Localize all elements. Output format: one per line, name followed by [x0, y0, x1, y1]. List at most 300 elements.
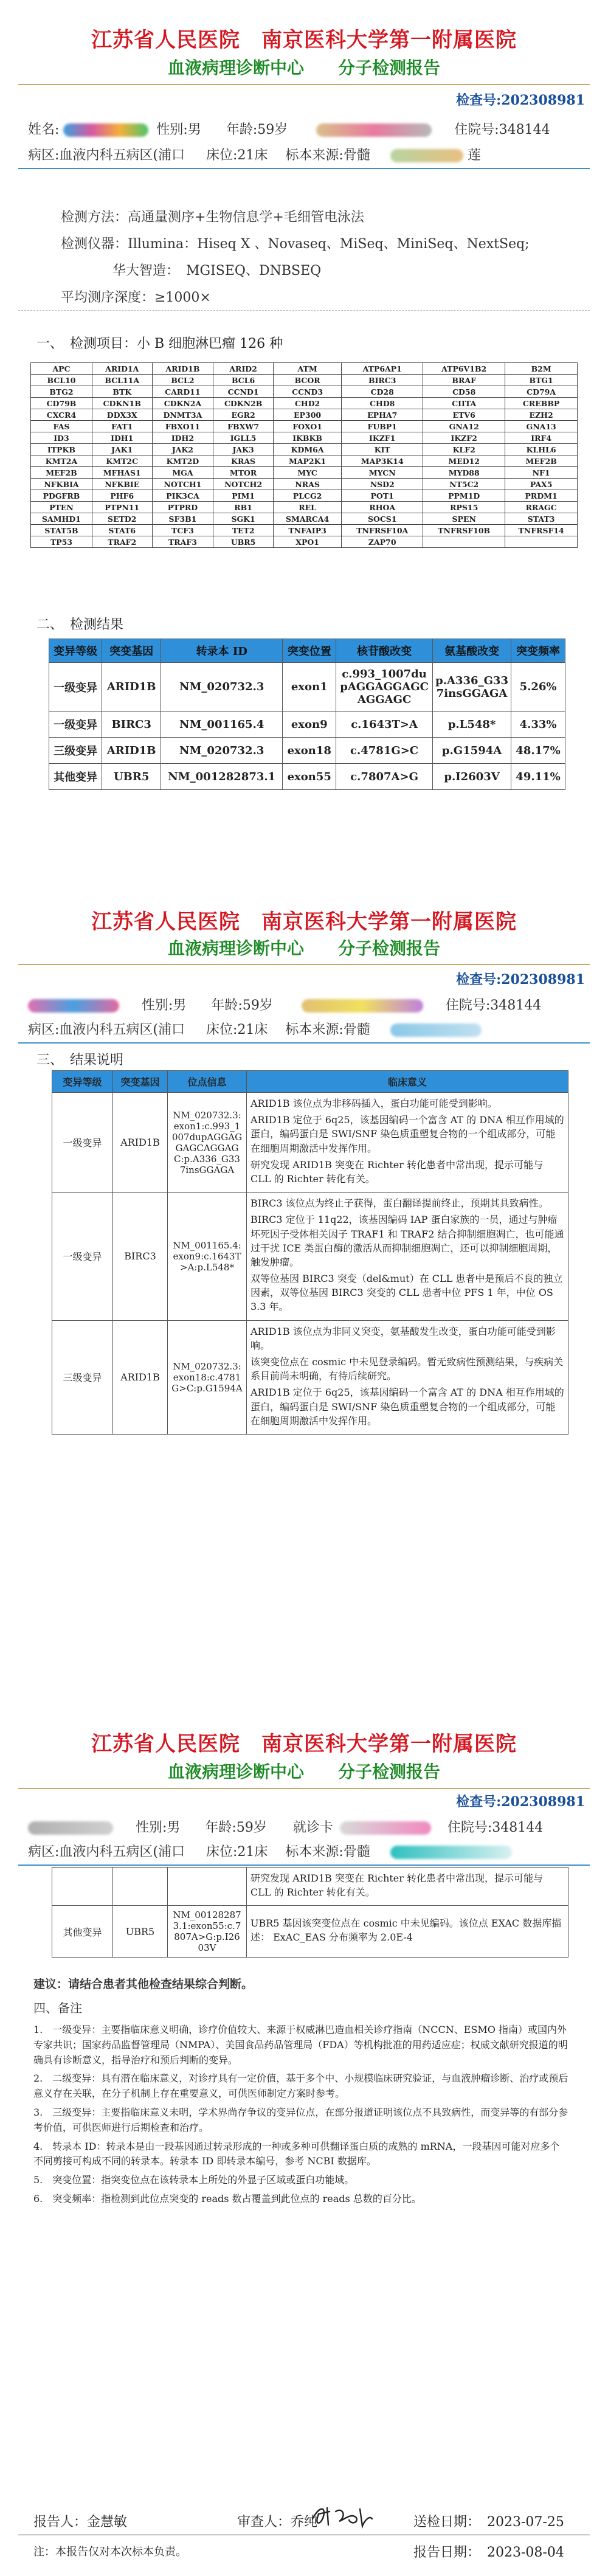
gene-cell: KRAS [213, 455, 274, 467]
clinical-paragraph: UBR5 基因该突变位点在 cosmic 中未见编码。该位点 EXAC 数据库描述： ExAC_EAS 分布频率为 2.0E-4 [250, 1917, 562, 1944]
results-cell: p.G1594A [433, 738, 511, 764]
gene-cell: CD79A [505, 386, 578, 398]
gene-cell: CIITA [423, 398, 505, 409]
variant-level: 三级变异 [52, 1320, 113, 1434]
explain-header-cell: 变异等级 [52, 1071, 113, 1093]
visit-card-label: 就诊卡 [292, 1820, 333, 1835]
results-header-cell: 核苷酸改变 [336, 639, 433, 663]
gene-cell: REL [273, 502, 341, 513]
gene-cell: FUBP1 [342, 421, 423, 432]
method: 检测方法：高通量测序+生物信息学+毛细管电泳法 [61, 210, 364, 225]
explain-header-cell: 临床意义 [247, 1071, 568, 1093]
send-date: 送检日期： 2023-07-25 [413, 2515, 564, 2530]
gene-cell: MAP3K14 [342, 455, 423, 467]
table-row [52, 1906, 568, 1958]
gene-cell: GNA12 [423, 421, 505, 432]
gene-cell: MEF2B [505, 455, 578, 467]
gene-cell: CARD11 [152, 386, 213, 398]
gene-cell: BRAF [423, 375, 505, 386]
section-1-title: 一、 检测项目：小 B 细胞淋巴瘤 126 种 [36, 336, 283, 351]
hospital-title: 江苏省人民医院 南京医科大学第一附属医院 [91, 28, 517, 52]
gene-row [31, 479, 578, 490]
variant-gene: UBR5 [113, 1906, 168, 1958]
results-table [49, 639, 565, 790]
gene-cell: ETV6 [423, 409, 505, 421]
gene-cell: PRDM1 [505, 490, 578, 502]
patient-divider [18, 1864, 590, 1866]
gene-cell: PIK3CA [152, 490, 213, 502]
gene-cell: MEF2B [31, 467, 92, 479]
gene-row [31, 363, 578, 375]
patient-divider [18, 1042, 590, 1044]
page-3 [0, 1703, 608, 2576]
gene-cell: CCND3 [273, 386, 341, 398]
clinical-significance [247, 1868, 568, 1906]
report-date: 报告日期： 2023-08-04 [413, 2545, 564, 2560]
gene-cell: TP53 [31, 536, 92, 548]
gene-cell: STAT6 [92, 525, 152, 536]
explain-header-cell: 突变基因 [113, 1071, 168, 1093]
gene-cell: ARID1B [152, 363, 213, 375]
gene-cell: FOXO1 [273, 421, 341, 432]
variant-gene: ARID1B [113, 1320, 168, 1434]
gene-cell: JAK3 [213, 444, 274, 455]
gene-row [31, 386, 578, 398]
gene-cell: PTPRD [152, 502, 213, 513]
patient-row-1 [28, 119, 550, 138]
gene-cell: EGR2 [213, 409, 274, 421]
gene-cell: CD58 [423, 386, 505, 398]
results-header-cell: 突变基因 [102, 639, 161, 663]
redacted-name [63, 123, 148, 137]
clinical-paragraph: BIRC3 定位于 11q22，该基因编码 IAP 蛋白家族的一员，通过与肿瘤坏死因子受体相关因子 TRAF1 和 TRAF2 结合抑制细胞凋亡，也可能通过干扰 ICE 类蛋白酶的激活从而抑制细胞凋亡，还可以抑制细胞周期，触发肿瘤。 [250, 1214, 564, 1268]
results-cell: NM_020732.3 [161, 738, 283, 764]
gene-cell: KDM6A [273, 444, 341, 455]
ward: 病区:血液内科五病区(浦口 [28, 148, 185, 163]
results-header-cell: 氨基酸改变 [433, 639, 511, 663]
report-subtitle: 血液病理诊断中心 分子检测报告 [167, 938, 440, 958]
results-cell: BIRC3 [102, 712, 161, 738]
explain-header-cell: 位点信息 [168, 1071, 247, 1093]
gene-cell: PPM1D [423, 490, 505, 502]
results-cell: UBR5 [102, 764, 161, 790]
inpatient-number: 住院号:348144 [447, 1820, 544, 1835]
gene-cell: TCF3 [152, 525, 213, 536]
gene-cell: NFKBIA [31, 479, 92, 490]
results-cell: ARID1B [102, 738, 161, 764]
results-cell: NM_020732.3 [161, 663, 283, 712]
gene-cell: MTOR [213, 467, 274, 479]
gene-cell: BCL6 [213, 375, 274, 386]
gene-cell: SOCS1 [342, 513, 423, 525]
ward: 病区:血液内科五病区(浦口 [28, 1844, 185, 1860]
gene-cell: GNA13 [505, 421, 578, 432]
gene-row [31, 432, 578, 444]
clinical-paragraph: ARID1B 该位点为非同义突变，氨基酸发生改变，蛋白功能可能受到影响。 [250, 1325, 556, 1351]
clinical-significance [247, 1193, 568, 1321]
clinical-significance [247, 1906, 568, 1958]
gene-cell: SAMHD1 [31, 513, 92, 525]
gene-cell: BCL11A [92, 375, 152, 386]
gene-row [31, 525, 578, 536]
age: 年龄:59岁 [211, 998, 273, 1013]
header-divider [18, 964, 590, 965]
variant-level: 其他变异 [52, 1906, 113, 1958]
gene-cell: CD28 [342, 386, 423, 398]
results-cell: 4.33% [511, 712, 565, 738]
gene-cell: BCL2 [152, 375, 213, 386]
gene-cell: POT1 [342, 490, 423, 502]
gene-cell: BTK [92, 386, 152, 398]
redacted-doctor [390, 149, 463, 162]
inpatient-number: 住院号:348144 [454, 122, 550, 137]
hospital-title: 江苏省人民医院 南京医科大学第一附属医院 [91, 1732, 517, 1756]
age: 年龄:59岁 [226, 122, 288, 137]
remarks [33, 2023, 568, 2211]
clinical-paragraph: 研究发现 ARID1B 突变在 Richter 转化患者中常出现，提示可能与 CLL 的 Richter 转化有关。 [250, 1158, 544, 1185]
bed: 床位:21床 [206, 1022, 268, 1037]
depth: 平均测序深度：≥1000× [61, 290, 211, 305]
gene-cell: FAS [31, 421, 92, 432]
gene-cell: IDH1 [92, 432, 152, 444]
gene-cell: SF3B1 [152, 513, 213, 525]
redacted-visit [340, 1821, 431, 1835]
reviewer: 审查人：乔纯 [237, 2515, 318, 2530]
gene-cell: PIM1 [213, 490, 274, 502]
remark-item: 5. 突变位置：指突变位点在该转录本上所处的外显子区域或蛋白功能域。 [33, 2174, 354, 2186]
gene-cell: KMT2C [92, 455, 152, 467]
gene-cell: SGK1 [213, 513, 274, 525]
gene-cell: BTG1 [505, 375, 578, 386]
header-divider [18, 1788, 590, 1789]
results-cell: p.L548* [433, 712, 511, 738]
gene-cell: TNFAIP3 [273, 525, 341, 536]
gene-row [31, 536, 578, 548]
gene-cell: XPO1 [273, 536, 341, 548]
sample-source: 标本来源:骨髓 [285, 1844, 370, 1860]
results-header-cell: 突变位置 [283, 639, 336, 663]
gene-cell: EPHA7 [342, 409, 423, 421]
results-cell: 49.11% [511, 764, 565, 790]
gene-row [31, 490, 578, 502]
gene-cell: KMT2A [31, 455, 92, 467]
redacted-name [28, 999, 119, 1013]
check-number: 检查号:202308981 [456, 92, 585, 108]
explain-table [52, 1070, 568, 1435]
ward: 病区:血液内科五病区(浦口 [28, 1022, 185, 1037]
gene-cell: KLF2 [423, 444, 505, 455]
clinical-paragraph: ARID1B 定位于 6q25，该基因编码一个富含 AT 的 DNA 相互作用域的蛋白，编码蛋白是 SWI/SNF 染色质重塑复合物的一个组成部分，可能在细胞周期激活中发挥作用。 [250, 1387, 564, 1427]
results-header-cell: 变异等级 [49, 639, 102, 663]
gene-row [31, 444, 578, 455]
gene-cell: NFKBIE [92, 479, 152, 490]
gene-cell: RHOA [342, 502, 423, 513]
results-cell: exon18 [283, 738, 336, 764]
remark-item: 4. 转录本 ID：转录本是由一段基因通过转录形成的一种或多种可供翻译蛋白质的成熟的 mRNA，一段基因可能对应多个不同剪接可构成不同的转录本。转录本 ID 即转录本编号，参考 NCBI 数据库。 [33, 2140, 560, 2167]
gene-cell: CXCR4 [31, 409, 92, 421]
clinical-significance [247, 1093, 568, 1193]
redacted-doctor [390, 1023, 482, 1037]
gene-cell: PHF6 [92, 490, 152, 502]
table-row [52, 1193, 568, 1321]
gene-cell: PLCG2 [273, 490, 341, 502]
gene-cell: NSD2 [342, 479, 423, 490]
redacted-visit [316, 123, 432, 137]
gene-cell: ARID2 [213, 363, 274, 375]
variant-level: 一级变异 [52, 1193, 113, 1321]
gene-cell: PTPN11 [92, 502, 152, 513]
hospital-title: 江苏省人民医院 南京医科大学第一附属医院 [91, 910, 517, 934]
results-cell: c.4781G>C [336, 738, 433, 764]
gene-cell: TNFRSF10A [342, 525, 423, 536]
gene-cell: CDKN2A [152, 398, 213, 409]
gene-cell: MYCN [342, 467, 423, 479]
results-header-cell: 转录本 ID [161, 639, 283, 663]
clinical-paragraph: ARID1B 该位点为非移码插入，蛋白功能可能受到影响。 [250, 1098, 497, 1109]
gene-cell: NOTCH1 [152, 479, 213, 490]
patient-row-1 [28, 995, 541, 1014]
reviewer-signature [309, 2501, 376, 2530]
gene-cell: ATP6AP1 [342, 363, 423, 375]
header-divider [18, 84, 590, 85]
gene-cell: RPS15 [423, 502, 505, 513]
table-row [52, 1868, 568, 1906]
results-cell: 5.26% [511, 663, 565, 712]
gene-cell: IGLL5 [213, 432, 274, 444]
gene-cell: ID3 [31, 432, 92, 444]
gene-cell: STAT3 [505, 513, 578, 525]
gene-cell: UBR5 [213, 536, 274, 548]
gene-cell: ATM [273, 363, 341, 375]
name-label: 姓名: [28, 122, 60, 137]
clinical-paragraph: 该突变位点在 cosmic 中未见登录编码。暂无致病性预测结果，与疾病关系目前尚未明确，有待后续研究。 [250, 1356, 564, 1382]
platform: 检测仪器：Illumina：Hiseq X 、Novaseq、MiSeq、MiniSeq、NextSeq; [61, 237, 530, 252]
table-row [49, 764, 565, 790]
patient-row-2 [28, 145, 481, 164]
patient-row-2 [28, 1019, 482, 1038]
gene-row [31, 398, 578, 409]
gene-cell: CDKN1B [92, 398, 152, 409]
gene-cell: CCND1 [213, 386, 274, 398]
doctor-name-tail: 莲 [467, 148, 481, 163]
inpatient-number: 住院号:348144 [445, 998, 542, 1013]
results-cell: exon9 [283, 712, 336, 738]
gene-cell: NRAS [273, 479, 341, 490]
results-cell: 一级变异 [49, 712, 102, 738]
table-row [52, 1320, 568, 1434]
gene-cell [505, 536, 578, 548]
redacted-name [28, 1821, 113, 1835]
results-cell: ARID1B [102, 663, 161, 712]
gene-cell: CD79B [31, 398, 92, 409]
gene-cell: EP300 [273, 409, 341, 421]
results-cell: 其他变异 [49, 764, 102, 790]
divider [18, 310, 590, 311]
gene-row [31, 502, 578, 513]
reporter: 报告人：金慧敏 [33, 2515, 128, 2530]
variant-locus: NM_020732.3:exon1:c.993_1007dupAGGAGGAGCAGGAGC:p.A336_G337insGGAGA [168, 1093, 247, 1193]
remark-item: 6. 突变频率：指检测到此位点突变的 reads 数占覆盖到此位点的 reads 总数的百分比。 [33, 2192, 421, 2204]
gene-row [31, 409, 578, 421]
gene-cell: EZH2 [505, 409, 578, 421]
gene-row [31, 455, 578, 467]
gene-row [31, 513, 578, 525]
results-cell: c.993_1007dupAGGAGGAGCAGGAGC [336, 663, 433, 712]
gene-cell: PTEN [31, 502, 92, 513]
results-cell: exon55 [283, 764, 336, 790]
gene-cell: NOTCH2 [213, 479, 274, 490]
gene-cell: TNFRSF14 [505, 525, 578, 536]
clinical-significance [247, 1320, 568, 1434]
results-cell: c.7807A>G [336, 764, 433, 790]
results-cell: 48.17% [511, 738, 565, 764]
empty-cell [113, 1868, 168, 1906]
gene-cell: CDKN2B [213, 398, 274, 409]
gene-row [31, 467, 578, 479]
footer-note: 注：本报告仅对本次标本负责。 [33, 2546, 187, 2558]
results-cell: 三级变异 [49, 738, 102, 764]
gene-cell: IKZF2 [423, 432, 505, 444]
gene-cell: MYD88 [423, 467, 505, 479]
gene-cell: PAX5 [505, 479, 578, 490]
results-cell: p.A336_G337insGGAGA [433, 663, 511, 712]
gene-cell: MED12 [423, 455, 505, 467]
gene-cell: MYC [273, 467, 341, 479]
gene-cell: SMARCA4 [273, 513, 341, 525]
report-subtitle: 血液病理诊断中心 分子检测报告 [167, 1762, 440, 1782]
results-cell: 一级变异 [49, 663, 102, 712]
bed: 床位:21床 [206, 1844, 268, 1860]
gene-row [31, 375, 578, 386]
gene-cell: MAP2K1 [273, 455, 341, 467]
results-cell: NM_001282873.1 [161, 764, 283, 790]
sample-source: 标本来源:骨髓 [285, 148, 370, 163]
report-subtitle: 血液病理诊断中心 分子检测报告 [167, 58, 440, 78]
gene-row [31, 421, 578, 432]
gene-cell: STAT5B [31, 525, 92, 536]
results-cell: exon1 [283, 663, 336, 712]
gene-cell: FBXO11 [152, 421, 213, 432]
gene-cell: IDH2 [152, 432, 213, 444]
redacted-doctor [390, 1846, 512, 1859]
gene-cell: APC [31, 363, 92, 375]
empty-cell [52, 1868, 113, 1906]
clinical-paragraph: 双等位基因 BIRC3 突变（del&mut）在 CLL 患者中是预后不良的独立因素，双等位基因 BIRC3 突变的 CLL 患者中位 PFS 1 年，中位 OS 3.3 年。 [250, 1273, 563, 1313]
table-row [52, 1093, 568, 1193]
results-cell: p.I2603V [433, 764, 511, 790]
advice: 建议：请结合患者其他检查结果综合判断。 [33, 1978, 254, 1991]
gene-cell [423, 536, 505, 548]
patient-row-2 [28, 1841, 512, 1860]
gene-cell: DNMT3A [152, 409, 213, 421]
variant-locus: NM_020732.3:exon18:c.4781G>C:p.G1594A [168, 1320, 247, 1434]
gene-cell: BCL10 [31, 375, 92, 386]
remark-item: 2. 二级变异：具有潜在临床意义，对诊疗具有一定价值，基于多个中、小规模临床研究验证，与血液肿瘤诊断、治疗或预后意义存在关联，在分子机制上存在重要意义，可供医师制定方案时参考。 [33, 2072, 568, 2100]
gene-cell: KIT [342, 444, 423, 455]
gene-cell: BIRC3 [342, 375, 423, 386]
gene-cell: TNFRSF10B [423, 525, 505, 536]
gene-cell: TRAF3 [152, 536, 213, 548]
variant-gene: ARID1B [113, 1093, 168, 1193]
results-header-cell: 突变频率 [511, 639, 565, 663]
variant-gene: BIRC3 [113, 1193, 168, 1321]
empty-cell [168, 1868, 247, 1906]
gene-cell: FBXW7 [213, 421, 274, 432]
section-4-title: 四、备注 [33, 2001, 82, 2015]
gene-cell: IRF4 [505, 432, 578, 444]
page-1 [0, 0, 608, 870]
gene-cell: DDX3X [92, 409, 152, 421]
section-2-title: 二、 检测结果 [36, 617, 124, 632]
sample-source: 标本来源:骨髓 [285, 1022, 370, 1037]
gender: 性别:男 [156, 122, 201, 137]
gene-cell: ZAP70 [342, 536, 423, 548]
gene-cell: CHD8 [342, 398, 423, 409]
variant-locus: NM_001165.4:exon9:c.1643T>A:p.L548* [168, 1193, 247, 1321]
table-row [49, 738, 565, 764]
age: 年龄:59岁 [205, 1820, 267, 1835]
page-2 [0, 870, 608, 1703]
check-number: 检查号:202308981 [456, 1794, 585, 1810]
patient-row-1 [28, 1817, 543, 1836]
gene-cell: RRAGC [505, 502, 578, 513]
gene-cell: MFHAS1 [92, 467, 152, 479]
check-number: 检查号:202308981 [456, 972, 585, 988]
results-cell: NM_001165.4 [161, 712, 283, 738]
platform-2: 华大智造： MGISEQ、DNBSEQ [112, 263, 322, 279]
table-row [49, 663, 565, 712]
gender: 性别:男 [136, 1820, 181, 1835]
variant-level: 一级变异 [52, 1093, 113, 1193]
gene-cell: KLHL6 [505, 444, 578, 455]
clinical-paragraph: 研究发现 ARID1B 突变在 Richter 转化患者中常出现，提示可能与 CLL 的 Richter 转化有关。 [250, 1872, 544, 1899]
remark-item: 1. 一级变异：主要指临床意义明确，诊疗价值较大、来源于权威淋巴造血相关诊疗指南（NCCN、ESMO 指南）或国内外专家共识；国家药品监督管理局（NMPA）、美国食品药品管理局（FDA）等机构批准的用药适应症；权威文献研究报道的明确具有诊断意义，指导治疗和预后判断的变异。 [33, 2024, 568, 2066]
clinical-paragraph: ARID1B 定位于 6q25，该基因编码一个富含 AT 的 DNA 相互作用域的蛋白，编码蛋白是 SWI/SNF 染色质重塑复合物的一个组成部分，可能在细胞周期激活中发挥作用。 [250, 1114, 564, 1154]
gene-cell: ARID1A [92, 363, 152, 375]
gene-cell: IKZF1 [342, 432, 423, 444]
gene-cell: CHD2 [273, 398, 341, 409]
gene-cell: KMT2D [152, 455, 213, 467]
gene-cell: IKBKB [273, 432, 341, 444]
clinical-paragraph: BIRC3 该位点为终止子获得，蛋白翻译提前终止，预期其具致病性。 [250, 1197, 548, 1210]
patient-divider [18, 168, 590, 169]
gene-cell: SPEN [423, 513, 505, 525]
gene-cell: BCOR [273, 375, 341, 386]
gene-cell: FAT1 [92, 421, 152, 432]
gene-cell: NT5C2 [423, 479, 505, 490]
section-3-title: 三、 结果说明 [36, 1053, 124, 1068]
gene-cell: JAK2 [152, 444, 213, 455]
gene-cell: SETD2 [92, 513, 152, 525]
gene-panel-table [30, 362, 578, 548]
gene-cell: TRAF2 [92, 536, 152, 548]
gene-cell: TET2 [213, 525, 274, 536]
gender: 性别:男 [142, 998, 187, 1013]
gene-cell: CREBBP [505, 398, 578, 409]
table-row [49, 712, 565, 738]
gene-cell: BTG2 [31, 386, 92, 398]
gene-cell: ITPKB [31, 444, 92, 455]
gene-cell: JAK1 [92, 444, 152, 455]
redacted-visit [302, 999, 423, 1013]
results-cell: c.1643T>A [336, 712, 433, 738]
variant-locus: NM_001282873.1:exon55:c.7807A>G:p.I2603V [168, 1906, 247, 1958]
gene-cell: NF1 [505, 467, 578, 479]
explain-table-continued [52, 1867, 568, 1958]
bed: 床位:21床 [206, 148, 268, 163]
gene-cell: B2M [505, 363, 578, 375]
remark-item: 3. 三级变异：主要指临床意义未明，学术界尚存争议的变异位点，在部分报道证明该位点不具致病性，而变异等的有部分参考价值，可供医师进行后期检查和治疗。 [33, 2106, 568, 2133]
